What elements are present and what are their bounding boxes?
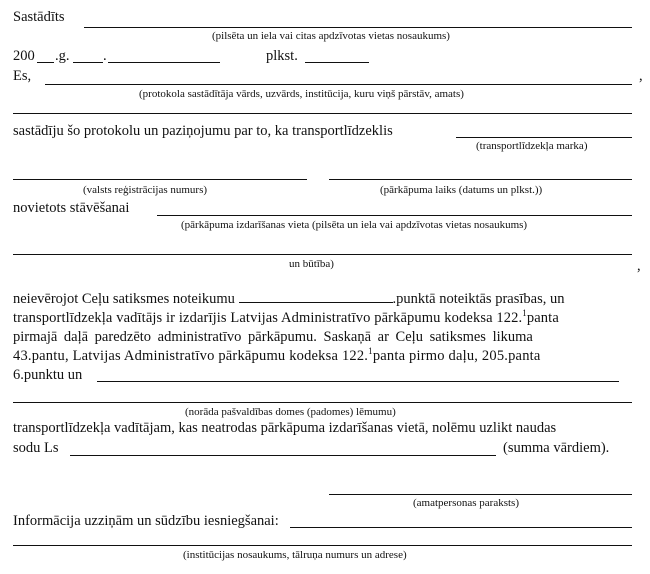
decision-hint: (norāda pašvaldības domes (padomes) lēmumu) [185, 406, 396, 418]
brand-field[interactable] [456, 137, 632, 138]
date-dot: . [103, 48, 107, 64]
created-label: Sastādīts [13, 9, 65, 25]
vehicle-text: sastādīju šo protokolu un paziņojumu par to, ka transportlīdzeklis [13, 123, 393, 139]
panta-text: panta [526, 310, 559, 326]
violation-time-field[interactable] [329, 179, 632, 180]
signature-hint: (amatpersonas paraksts) [413, 497, 519, 509]
brand-hint: (transportlīdzekļa marka) [476, 140, 588, 152]
rule-point-field[interactable] [239, 290, 393, 303]
month-field[interactable] [108, 62, 220, 63]
year-suffix: .g. [55, 48, 70, 64]
author-field[interactable] [45, 84, 632, 85]
article-text: panta pirmo daļu, 205.panta [372, 348, 541, 364]
fine-text: transportlīdzekļa vadītājam, kas neatrodas pārkāpuma izdarīšanas vietā, nolēmu uzlikt naudas [13, 420, 557, 436]
registration-field[interactable] [13, 179, 307, 180]
comma-2: , [637, 258, 641, 274]
place-field[interactable] [84, 27, 632, 28]
es-label: Es, [13, 68, 32, 84]
institution-hint: (institūcijas nosaukums, tālruņa numurs un adrese) [183, 549, 407, 561]
place-hint: (pilsēta un iela vai citas apdzīvotas vietas nosaukums) [212, 30, 450, 42]
rules-requirements-text: .punktā noteiktās prasības, un [392, 291, 565, 307]
parked-text: novietots stāvēšanai [13, 200, 130, 216]
paragraph-line-1 [13, 290, 564, 307]
paragraph-line-4 [13, 348, 541, 365]
signature-field[interactable] [329, 494, 632, 495]
superscript-1: 1 [522, 308, 527, 318]
decision-field[interactable] [97, 381, 619, 382]
violation-time-hint: (pārkāpuma laiks (datums un plkst.)) [380, 184, 543, 196]
paragraph-line-3: pirmajā daļā paredzēto administratīvo pārkāpumu. Saskaņā ar Ceļu satiksmes likuma [13, 329, 533, 345]
fine-prefix: sodu Ls [13, 440, 59, 456]
superscript-2: 1 [368, 346, 373, 356]
author-field-cont[interactable] [13, 113, 632, 114]
author-hint: (protokola sastādītāja vārds, uzvārds, institūcija, kuru viņš pārstāv, amats) [139, 88, 464, 100]
code-text: transportlīdzekļa vadītājs ir izdarījis Latvijas Administratīvo pārkāpumu kodeksa 122. [13, 310, 523, 326]
rules-text: neievērojot Ceļu satiksmes noteikumu [13, 291, 235, 307]
location-field[interactable] [157, 215, 632, 216]
institution-field[interactable] [13, 545, 632, 546]
fine-amount-field[interactable] [70, 455, 496, 456]
location-field-cont[interactable] [13, 254, 632, 255]
time-label: plkst. [266, 48, 298, 64]
info-text: Informācija uzziņām un sūdzību iesniegšanai: [13, 513, 279, 529]
info-field[interactable] [290, 527, 632, 528]
paragraph-line-2 [13, 310, 559, 327]
year-prefix: 200 [13, 48, 35, 64]
year-field[interactable] [37, 62, 54, 63]
comma-1: , [639, 68, 643, 84]
decision-field-cont[interactable] [13, 402, 632, 403]
law-text: 43.pantu, Latvijas Administratīvo pārkāpumu kodeksa 122. [13, 348, 369, 364]
fine-suffix: (summa vārdiem). [503, 440, 610, 456]
location-hint-cont: un būtība) [289, 258, 334, 270]
day-field[interactable] [73, 62, 103, 63]
paragraph-line-5: 6.punktu un [13, 367, 83, 383]
location-hint: (pārkāpuma izdarīšanas vieta (pilsēta un iela vai apdzīvotas vietas nosaukums) [181, 219, 528, 231]
time-field[interactable] [305, 62, 369, 63]
registration-hint: (valsts reģistrācijas numurs) [83, 184, 208, 196]
